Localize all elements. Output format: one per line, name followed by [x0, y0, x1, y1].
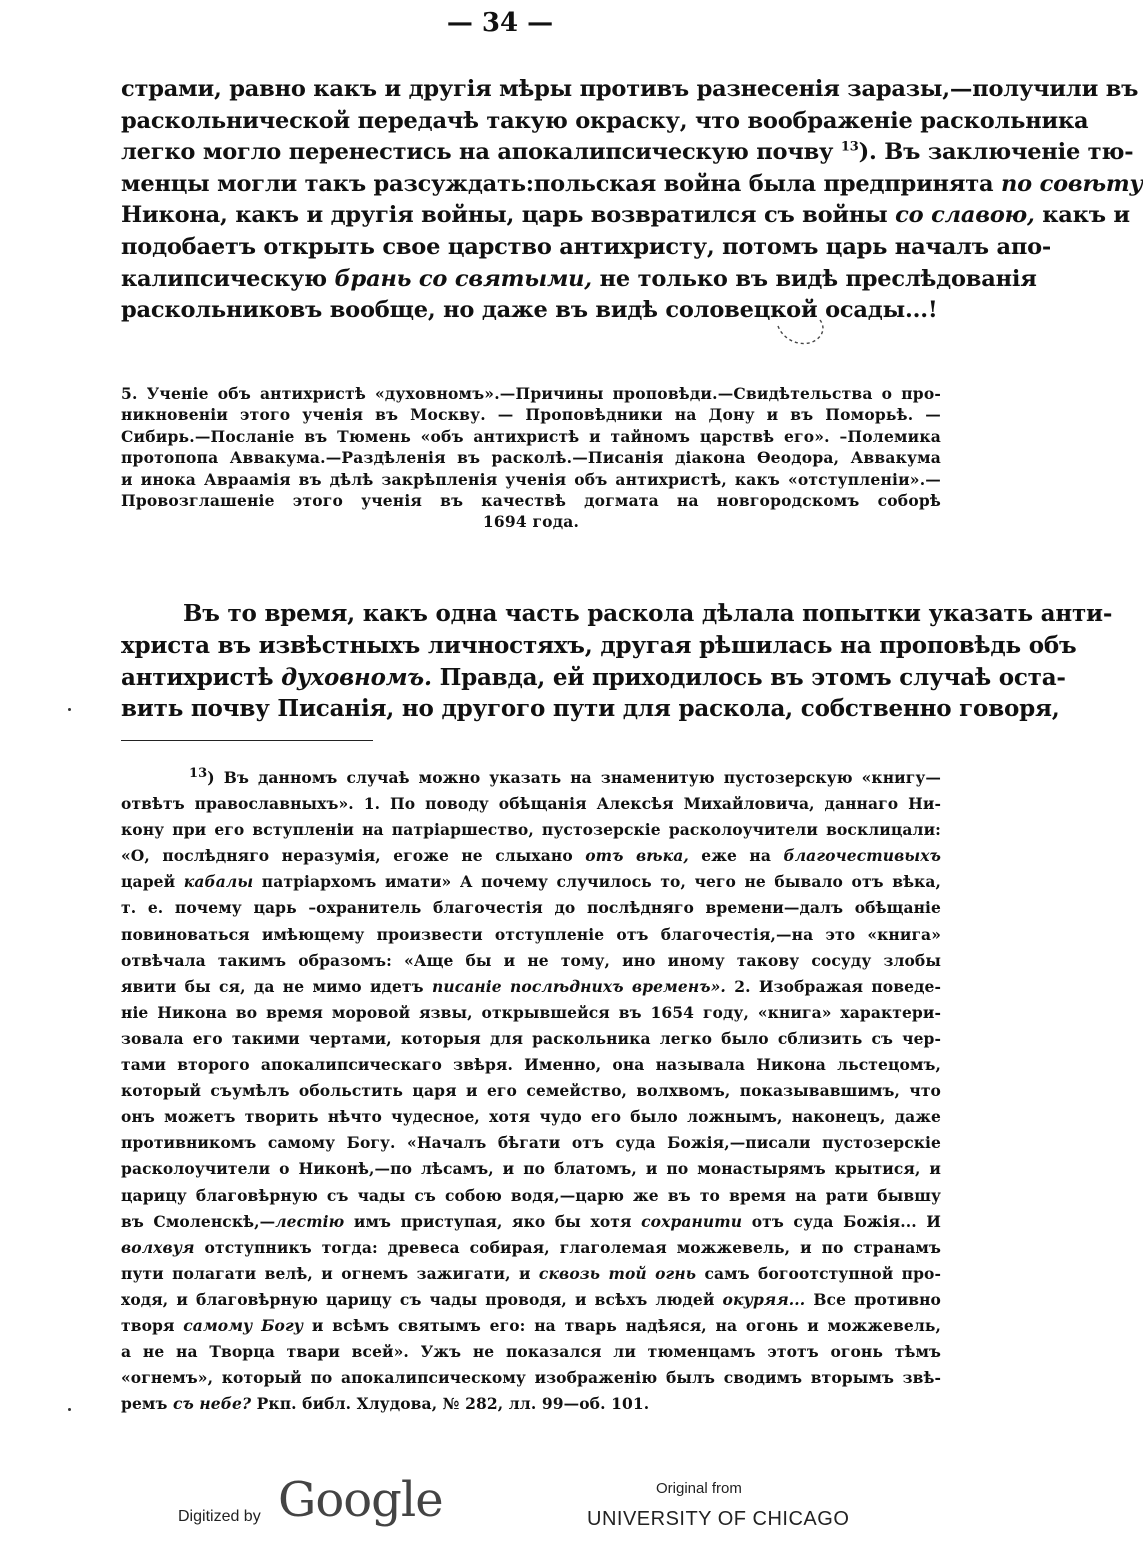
italic-text: окуряя...: [722, 1289, 806, 1309]
footnote-line: [121, 1391, 941, 1417]
text-line: вить почву Писанія, но другого пути для раскола, собственно говоря,: [121, 695, 1060, 723]
text-fragment: явити бы ся, да не мимо идетъ: [121, 976, 432, 996]
text-line: раскольниковъ вообще, но даже въ видѣ соловецкой осады...!: [121, 297, 938, 324]
italic-text: писаніе послѣднихъ временъ».: [431, 976, 726, 996]
text-fragment: Все противно: [805, 1289, 941, 1309]
footnote-line: [121, 974, 941, 1000]
text-fragment: еже на: [688, 846, 784, 866]
italic-text: волхвуя: [121, 1237, 195, 1257]
footnote-line: [121, 1209, 941, 1235]
university-label: UNIVERSITY OF CHICAGO: [587, 1508, 850, 1530]
italic-text: самому Богу: [183, 1315, 304, 1335]
footnote-line: [121, 1287, 941, 1313]
text-line: [121, 200, 1130, 232]
text-fragment: Никона, какъ и другія войны, царь возвратился съ войны: [121, 202, 888, 229]
heading-line: протопопа Аввакума.—Раздѣленія въ расколѣ.—Писанія діакона Ѳеодора, Аввакума: [121, 448, 941, 468]
footnote-line: [121, 869, 941, 895]
margin-speck: [68, 1408, 71, 1411]
footnote-ref: 13: [840, 139, 859, 155]
footnote-marker: 13: [189, 765, 208, 781]
main-paragraph: [121, 74, 1143, 327]
text-fragment: имъ приступая, яко бы хотя: [344, 1211, 642, 1231]
google-logo: Google: [278, 1472, 443, 1528]
italic-text: лестію: [275, 1211, 345, 1231]
text-line: христа въ извѣстныхъ личностяхъ, другая рѣшилась на проповѣдь объ: [121, 631, 1077, 659]
footnote-line: онъ можетъ творить нѣчто чудесное, хотя чудо его было ложнымъ, наконецъ, даже: [121, 1107, 941, 1127]
digitized-by-label: Digitized by: [178, 1508, 261, 1525]
text-fragment: въ Смоленскѣ,—: [121, 1211, 276, 1231]
page-number: — 34 —: [446, 8, 554, 38]
italic-text: отъ вѣка,: [585, 846, 689, 866]
text-fragment: легко могло перенестись на апокалипсическую почву: [121, 139, 834, 166]
italic-text: сквозь той огнь: [538, 1263, 697, 1283]
text-fragment: пути полагати велѣ, и огнемъ зажигати, и: [121, 1263, 539, 1283]
heading-line: никновеніи этого ученія въ Москву. — Проповѣдники на Дону и въ Поморьѣ. —: [121, 405, 941, 425]
footnote: [121, 765, 941, 1417]
heading-line: 1694 года.: [482, 512, 580, 532]
text-fragment: ремъ: [121, 1394, 173, 1414]
italic-text: кабалы: [183, 872, 254, 892]
heading-line: Провозглашеніе этого ученія въ качествѣ догмата на новгородскомъ соборѣ: [121, 491, 941, 511]
footnote-line: [121, 843, 941, 869]
text-fragment: Ркп. библ. Хлудова, № 282, лл. 99—об. 101.: [251, 1394, 650, 1414]
footnote-line: царицу благовѣрную съ чады съ собою водя,—царю же въ то время на рати бывшу: [121, 1185, 941, 1205]
footnote-line: кону при его вступленіи на патріаршество, пустозерскіе расколоучители восклицали:: [121, 820, 941, 840]
original-from-label: Original from: [656, 1480, 742, 1497]
text-line: подобаетъ открыть свое царство антихристу, потомъ царь началъ апо-: [121, 233, 1052, 260]
italic-text: съ небе?: [172, 1394, 252, 1414]
text-line: раскольнической передачѣ такую окраску, что воображеніе раскольника: [121, 107, 1089, 134]
footnote-line: тами второго апокалипсическаго звѣря. Именно, она называла Никона льстецомъ,: [121, 1055, 941, 1075]
text-fragment: ). Въ заключеніе тю-: [858, 139, 1134, 166]
heading-line: 5. Ученіе объ антихристѣ «духовномъ».—Причины проповѣди.—Свидѣтельства о про-: [121, 384, 941, 403]
footnote-line: [121, 765, 941, 791]
footnote-line: [121, 1261, 941, 1287]
italic-text: по совѣту: [1001, 170, 1143, 197]
text-fragment: отъ суда Божія... И: [742, 1211, 942, 1231]
text-fragment: творя: [121, 1315, 184, 1335]
footnote-line: отвѣтъ православныхъ». 1. По поводу обѣщанія Алексѣя Михайловича, даннаго Ни-: [121, 794, 941, 814]
text-line: Въ то время, какъ одна часть раскола дѣлала попытки указать анти-: [183, 600, 1113, 627]
footnote-line: который съумѣлъ обольстить царя и его семейство, волхвомъ, показывавшимъ, что: [121, 1081, 941, 1101]
text-fragment: патріархомъ имати» А почему случилось то, чего не бывало отъ вѣка,: [253, 872, 941, 892]
text-fragment: ) Въ данномъ случаѣ можно указать на знаменитую пустозерскую «книгу—: [207, 768, 941, 787]
text-line: [121, 169, 1143, 201]
body-paragraph: [121, 598, 1113, 725]
footnote-line: расколоучители о Никонѣ,—по лѣсамъ, и по блатомъ, и по монастырямъ крытися, и: [121, 1159, 941, 1179]
text-fragment: «О, послѣдняго неразумія, егоже не слыхано: [121, 846, 586, 866]
text-fragment: 2. Изображая поведе-: [725, 976, 941, 996]
pencil-mark-icon: [770, 298, 830, 358]
text-line: [121, 264, 1037, 296]
section-heading: [121, 383, 941, 533]
italic-text: со славою,: [895, 202, 1035, 229]
footnote-line: т. е. почему царь –охранитель благочестія до послѣдняго времени—далъ обѣщаніе: [121, 898, 941, 918]
footnote-line: зовала его такими чертами, которыя для раскольника легко было сблизить съ чер-: [121, 1028, 941, 1048]
italic-text: благочестивыхъ: [783, 846, 941, 866]
italic-text: брань со святыми,: [334, 265, 592, 292]
text-fragment: какъ и: [1034, 202, 1130, 229]
text-fragment: царей: [121, 872, 184, 892]
text-fragment: самъ богоотступной про-: [696, 1263, 941, 1283]
text-fragment: не только въ видѣ преслѣдованія: [591, 265, 1037, 292]
footnote-line: повиноваться имѣющему произвести отступленіе отъ благочестія,—на это «книга»: [121, 924, 941, 944]
footnote-line: а не на Творца твари всей». Ужъ не показался ли тюменцамъ этотъ огонь тѣмъ: [121, 1342, 941, 1362]
text-fragment: отступникъ тогда: древеса собирая, глаголемая можжевель, и по странамъ: [194, 1237, 941, 1257]
text-fragment: менцы могли такъ разсуждать:польская война была предпринята: [121, 170, 994, 197]
margin-speck: [68, 708, 71, 711]
text-line: [121, 137, 1134, 169]
italic-text: сохранити: [641, 1211, 743, 1231]
footnote-line: отвѣчала такимъ образомъ: «Аще бы и не тому, ино иному такову сосуду злобы: [121, 950, 941, 970]
text-line: страми, равно какъ и другія мѣры противъ разнесенія заразы,—получили въ: [121, 76, 1139, 102]
text-fragment: ходя, и благовѣрную царицу съ чады проводя, и всѣхъ людей: [121, 1289, 723, 1309]
italic-text: духовномъ.: [281, 663, 432, 691]
footnote-line: «огнемъ», который по апокалипсическому изображенію былъ сводимъ вторымъ звѣ-: [121, 1368, 941, 1388]
text-fragment: антихристѣ: [121, 663, 282, 691]
text-fragment: Правда, ей приходилось въ этомъ случаѣ оста-: [431, 663, 1066, 691]
footnote-line: противникомъ самому Богу. «Началъ бѣгати отъ суда Божія,—писали пустозерскіе: [121, 1133, 941, 1153]
text-fragment: и всѣмъ святымъ его: на тварь надѣяся, на огонь и можжевель,: [303, 1315, 941, 1335]
heading-line: Сибирь.—Посланіе въ Тюмень «объ антихристѣ и тайномъ царствѣ его». –Полемика: [121, 426, 941, 446]
heading-line: и инока Авраамія въ дѣлѣ закрѣпленія ученія объ антихристѣ, какъ «отступленіи».—: [121, 469, 941, 489]
footnote-line: [121, 1313, 941, 1339]
digitization-footer: [0, 1450, 1000, 1550]
footnote-divider: [121, 740, 373, 741]
footnote-line: [121, 1235, 941, 1261]
text-fragment: калипсическую: [121, 265, 327, 292]
footnote-line: ніе Никона во время моровой язвы, открывшейся въ 1654 году, «книга» характери-: [121, 1002, 941, 1022]
text-line: [121, 662, 1066, 694]
